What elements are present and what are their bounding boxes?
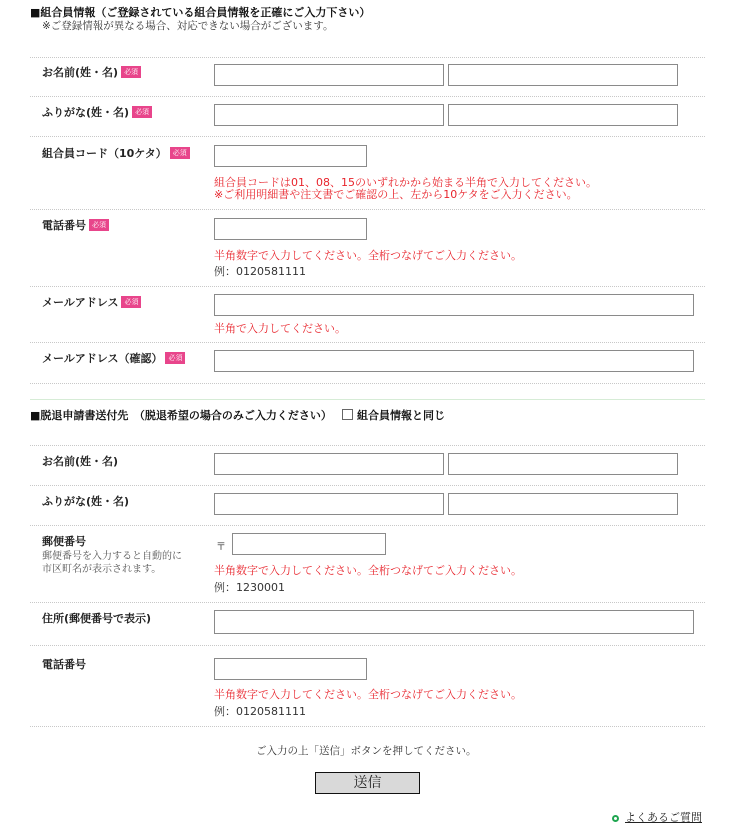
address-input[interactable] <box>214 610 694 634</box>
required-badge: 必須 <box>121 66 141 78</box>
divider <box>30 286 705 287</box>
bullet-icon <box>612 815 619 822</box>
divider <box>30 602 705 603</box>
postal-help: 半角数字で入力してください。全桁つなげてご入力ください。 <box>214 564 522 577</box>
label-text: メールアドレス（確認） <box>42 352 163 365</box>
first-name-input[interactable] <box>448 64 678 86</box>
section-divider <box>30 399 705 400</box>
divider <box>30 209 705 210</box>
checkbox-label: 組合員情報と同じ <box>357 409 445 422</box>
divider <box>30 525 705 526</box>
postal-mark: 〒 <box>216 542 226 553</box>
phone-label <box>42 217 109 233</box>
email-help: 半角で入力してください。 <box>214 322 346 335</box>
email-confirm-label <box>42 350 185 366</box>
email-confirm-input[interactable] <box>214 350 694 372</box>
email-label <box>42 294 141 310</box>
email-input[interactable] <box>214 294 694 316</box>
member-code-input[interactable] <box>214 145 367 167</box>
recipient-first-name-kana-input[interactable] <box>448 493 678 515</box>
postal-code-input[interactable] <box>232 533 386 555</box>
required-badge: 必須 <box>132 106 152 118</box>
label-text: ふりがな(姓・名) <box>42 106 130 119</box>
divider <box>30 485 705 486</box>
postal-example: 例：1230001 <box>214 581 285 594</box>
address-label: 住所(郵便番号で表示) <box>42 612 152 625</box>
recipient-last-name-kana-input[interactable] <box>214 493 444 515</box>
recipient-phone-label: 電話番号 <box>42 658 86 671</box>
recipient-phone-help: 半角数字で入力してください。全桁つなげてご入力ください。 <box>214 688 522 701</box>
first-name-kana-input[interactable] <box>448 104 678 126</box>
divider <box>30 383 705 384</box>
divider <box>30 645 705 646</box>
required-badge: 必須 <box>170 147 190 159</box>
checkbox-icon[interactable] <box>342 409 353 420</box>
submit-instruction: ご入力の上「送信」ボタンを押してください。 <box>256 745 477 757</box>
phone-help: 半角数字で入力してください。全桁つなげてご入力ください。 <box>214 249 522 262</box>
recipient-phone-input[interactable] <box>214 658 367 680</box>
phone-input[interactable] <box>214 218 367 240</box>
member-code-help: 組合員コードは01、08、15のいずれかから始まる半角で入力してください。 <box>214 176 597 189</box>
postal-note: 郵便番号を入力すると自動的に <box>42 551 182 562</box>
divider <box>30 342 705 343</box>
label-text: メールアドレス <box>42 296 119 309</box>
divider <box>30 96 705 97</box>
required-badge: 必須 <box>121 296 141 308</box>
member-code-label <box>42 145 190 161</box>
divider <box>30 136 705 137</box>
submit-button[interactable]: 送信 <box>315 772 420 794</box>
faq-link-row <box>612 809 702 825</box>
faq-link[interactable]: よくあるご質問 <box>625 811 702 824</box>
section1-note: ※ご登録情報が異なる場合、対応できない場合がございます。 <box>42 20 334 32</box>
postal-label: 郵便番号 <box>42 535 86 548</box>
last-name-kana-input[interactable] <box>214 104 444 126</box>
last-name-input[interactable] <box>214 64 444 86</box>
same-as-member-checkbox[interactable] <box>342 407 445 423</box>
recipient-name-label: お名前(姓・名) <box>42 455 119 468</box>
section1-heading: ■組合員情報（ご登録されている組合員情報を正確にご入力下さい） <box>30 6 371 19</box>
name-label <box>42 64 141 80</box>
recipient-first-name-input[interactable] <box>448 453 678 475</box>
phone-example: 例：0120581111 <box>214 265 306 278</box>
divider <box>30 57 705 58</box>
section2-heading: ■脱退申請書送付先 （脱退希望の場合のみご入力ください） <box>30 409 332 422</box>
postal-note-2: 市区町名が表示されます。 <box>42 564 162 575</box>
recipient-furigana-label: ふりがな(姓・名) <box>42 495 130 508</box>
divider <box>30 726 705 727</box>
furigana-label <box>42 104 152 120</box>
member-code-help-note: ※ご利用明細書や注文書でご確認の上、左から10ケタをご入力ください。 <box>214 188 578 201</box>
required-badge: 必須 <box>89 219 109 231</box>
label-text: お名前(姓・名) <box>42 66 119 79</box>
divider <box>30 445 705 446</box>
required-badge: 必須 <box>165 352 185 364</box>
label-text: 電話番号 <box>42 219 86 232</box>
recipient-last-name-input[interactable] <box>214 453 444 475</box>
recipient-phone-example: 例：0120581111 <box>214 705 306 718</box>
label-text: 組合員コード（10ケタ） <box>42 147 167 160</box>
